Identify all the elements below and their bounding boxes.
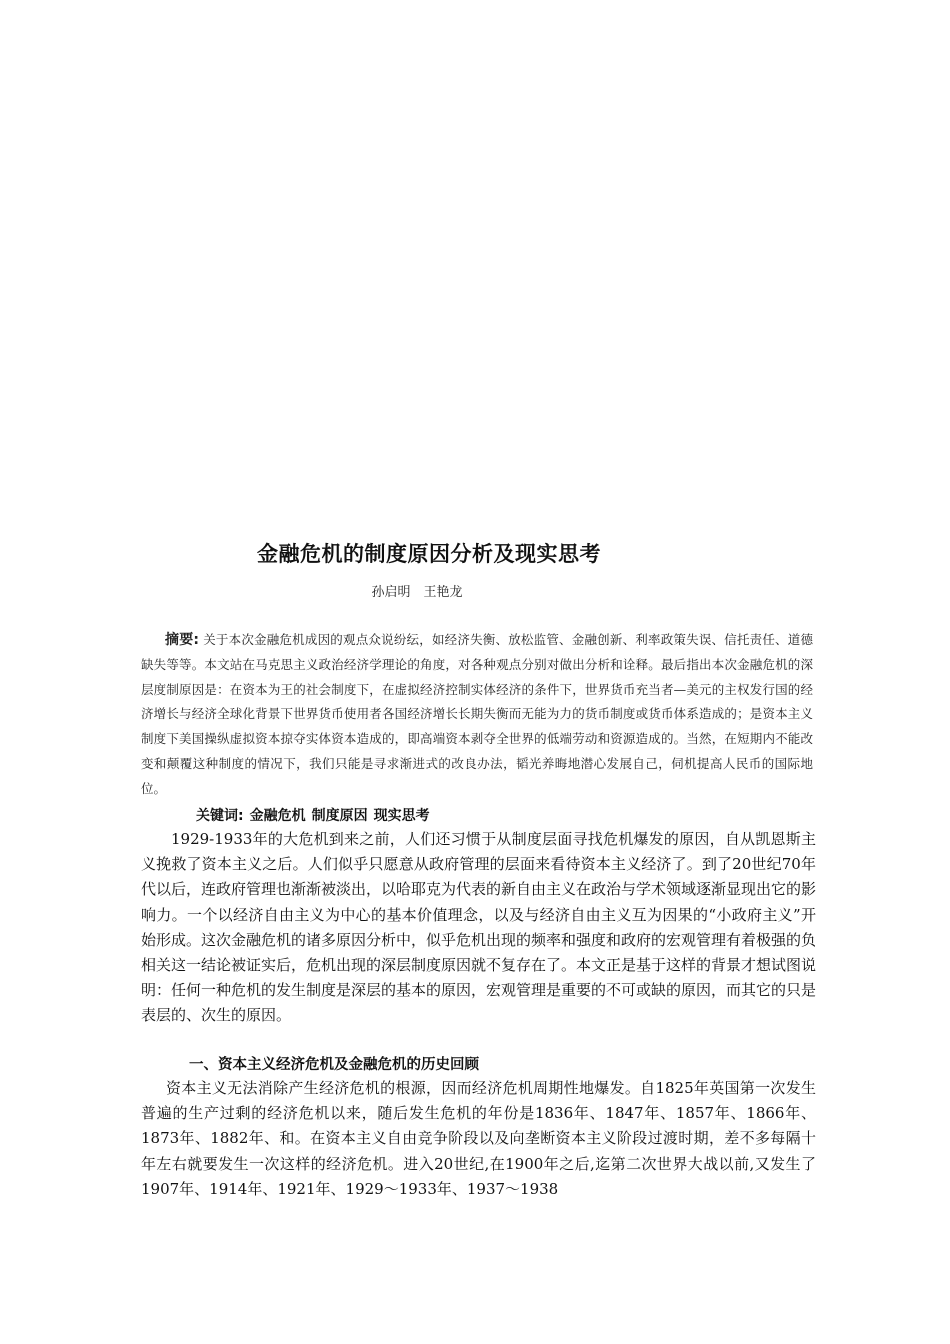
- abstract-label: 摘要:: [165, 632, 200, 648]
- abstract-text: 关于本次金融危机成因的观点众说纷纭，如经济失衡、放松监管、金融创新、利率政策失误、信托责任、道德缺失等等。本文站在马克思主义政治经济学理论的角度，对各种观点分别对做出分析和诠释。最后指出本次金融危机的深层度制原因是：在资本为王的社会制度下，在虚拟经济控制实体经济的条件下，世界货币充当者—美元的主权发行国的经济增长与经济全球化背景下世界货币使用者各国经济增长长期失衡而无能为力的货币制度或货币体系造成的；是资本主义制度下美国操纵虚拟资本掠夺实体资本造成的，即高端资本剥夺全世界的低端劳动和资源造成的。当然，在短期内不能改变和颠覆这种制度的情况下，我们只能是寻求渐进式的改良办法，韬光养晦地潜心发展自己，伺机提高人民币的国际地位。: [141, 632, 813, 796]
- keywords-label: 关键词:: [196, 808, 244, 824]
- body-paragraph-history: 资本主义无法消除产生经济危机的根源，因而经济危机周期性地爆发。自1825年英国第一次发生普遍的生产过剩的经济危机以来，随后发生危机的年份是1836年、1847年、1857年、1866年、1873年、1882年、和。在资本主义自由竞争阶段以及向垄断资本主义阶段过渡时期，差不多每隔十年左右就要发生一次这样的经济危机。进入20世纪,在1900年之后,迄第二次世界大战以前,又发生了 1907年、1914年、1921年、1929～1933年、1937～1938: [141, 1079, 816, 1198]
- paper-authors: 孙启明 王艳龙: [371, 585, 463, 600]
- section-heading: 一、资本主义经济危机及金融危机的历史回顾: [189, 1057, 479, 1073]
- keyword-item: 金融危机: [249, 808, 306, 824]
- keyword-item: 现实思考: [373, 808, 430, 824]
- abstract-block: [141, 628, 813, 802]
- body-paragraph-intro: 1929-1933年的大危机到来之前，人们还习惯于从制度层面寻找危机爆发的原因，自从凯恩斯主义挽救了资本主义之后。人们似乎只愿意从政府管理的层面来看待资本主义经济了。到了20世纪70年代以后，连政府管理也渐渐被淡出，以哈耶克为代表的新自由主义在政治与学术领域逐渐显现出它的影响力。一个以经济自由主义为中心的基本价值理念，以及与经济自由主义互为因果的“小政府主义”开始形成。这次金融危机的诸多原因分析中，似乎危机出现的频率和强度和政府的宏观管理有着极强的负相关这一结论被证实后，危机出现的深层制度原因就不复存在了。本文正是基于这样的背景才想试图说明：任何一种危机的发生制度是深层的基本的原因，宏观管理是重要的不可或缺的原因，而其它的只是表层的、次生的原因。: [141, 830, 817, 1025]
- paper-title: 金融危机的制度原因分析及现实思考: [257, 542, 601, 566]
- keyword-item: 制度原因: [311, 808, 368, 824]
- keywords-line: [196, 805, 436, 825]
